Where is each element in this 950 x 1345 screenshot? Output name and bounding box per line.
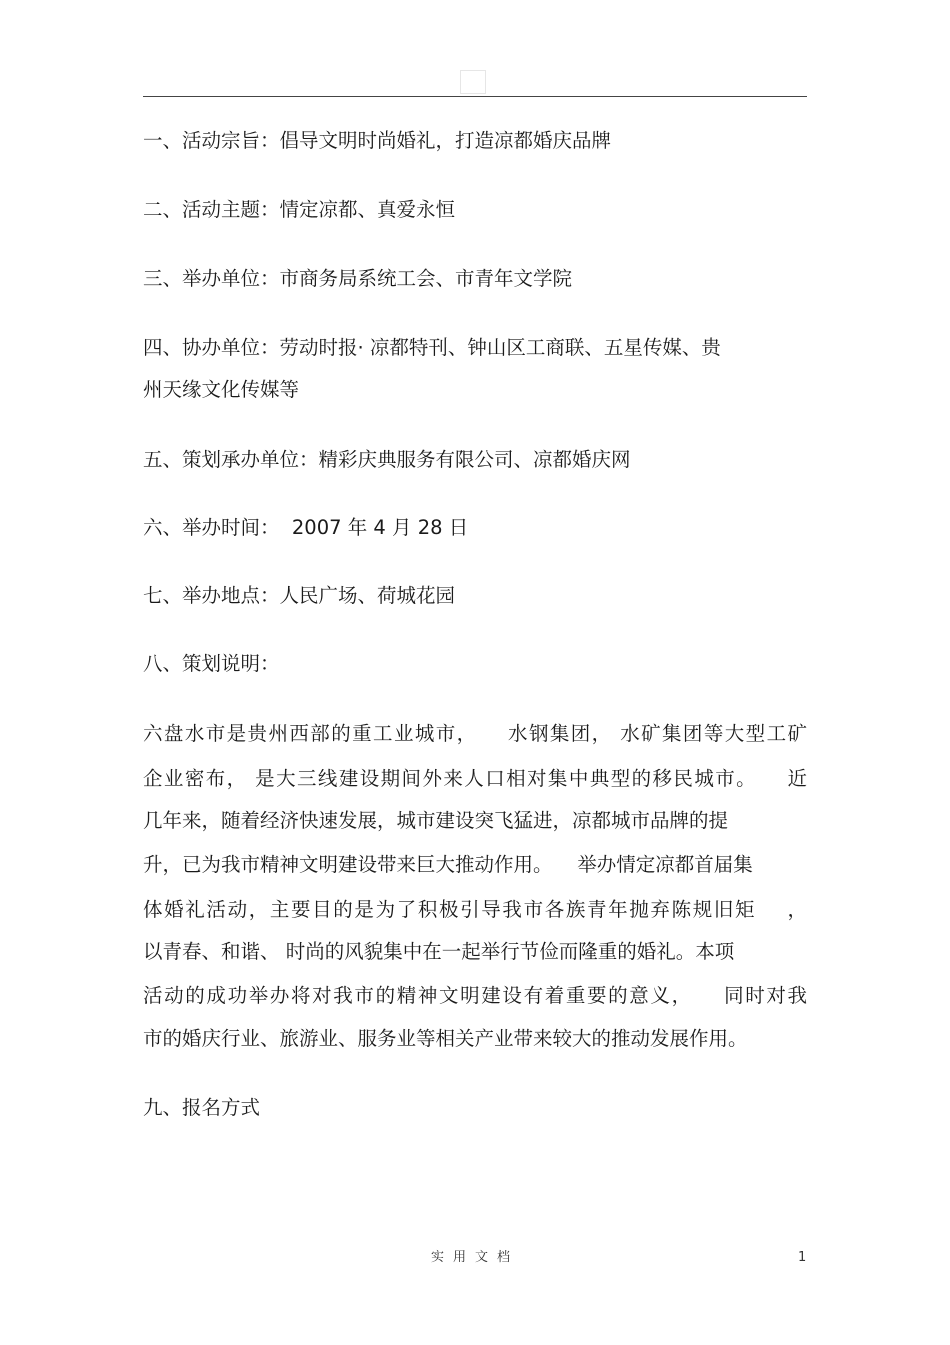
paragraph-line: 以青春、和谐、 时尚的风貌集中在一起举行节俭而隆重的婚礼。本项: [143, 940, 735, 963]
header-rule: [143, 96, 807, 97]
item-purpose: 一、活动宗旨：倡导文明时尚婚礼，打造凉都婚庆品牌: [143, 129, 612, 152]
paragraph-line: 升，已为我市精神文明建设带来巨大推动作用。 举办情定凉都首届集: [143, 853, 753, 876]
paragraph-line: 企业密布， 是大三线建设期间外来人口相对集中典型的移民城市。 近: [143, 767, 807, 790]
footer-label: 实用文档: [430, 1250, 519, 1265]
item-organizer: 三、举办单位：市商务局系统工会、市青年文学院: [143, 267, 573, 290]
item-planner: 五、策划承办单位：精彩庆典服务有限公司、凉都婚庆网: [143, 448, 631, 471]
item-theme: 二、活动主题：情定凉都、真爱永恒: [143, 198, 456, 221]
item-co-organizer-cont: 州天缘文化传媒等: [143, 378, 300, 401]
paragraph-line: 体婚礼活动，主要目的是为了积极引导我市各族青年抛弃陈规旧矩 ，: [143, 898, 807, 921]
paragraph-line: 六盘水市是贵州西部的重工业城市， 水钢集团， 水矿集团等大型工矿: [143, 722, 807, 745]
item-location: 七、举办地点：人民广场、荷城花园: [143, 584, 456, 607]
item-description-heading: 八、策划说明：: [143, 652, 280, 675]
item-time: 六、举办时间： 2007 年 4 月 28 日: [143, 516, 469, 539]
paragraph-line: 活动的成功举办将对我市的精神文明建设有着重要的意义， 同时对我: [143, 984, 807, 1007]
paragraph-line: 市的婚庆行业、旅游业、服务业等相关产业带来较大的推动发展作用。: [143, 1027, 748, 1050]
item-co-organizer: 四、协办单位：劳动时报· 凉都特刊、钟山区工商联、五星传媒、贵: [143, 336, 721, 359]
paragraph-line: 几年来，随着经济快速发展，城市建设突飞猛进，凉都城市品牌的提: [143, 809, 729, 832]
page-number: 1: [798, 1250, 807, 1265]
header-mark: [460, 70, 486, 94]
item-registration: 九、报名方式: [143, 1096, 261, 1119]
